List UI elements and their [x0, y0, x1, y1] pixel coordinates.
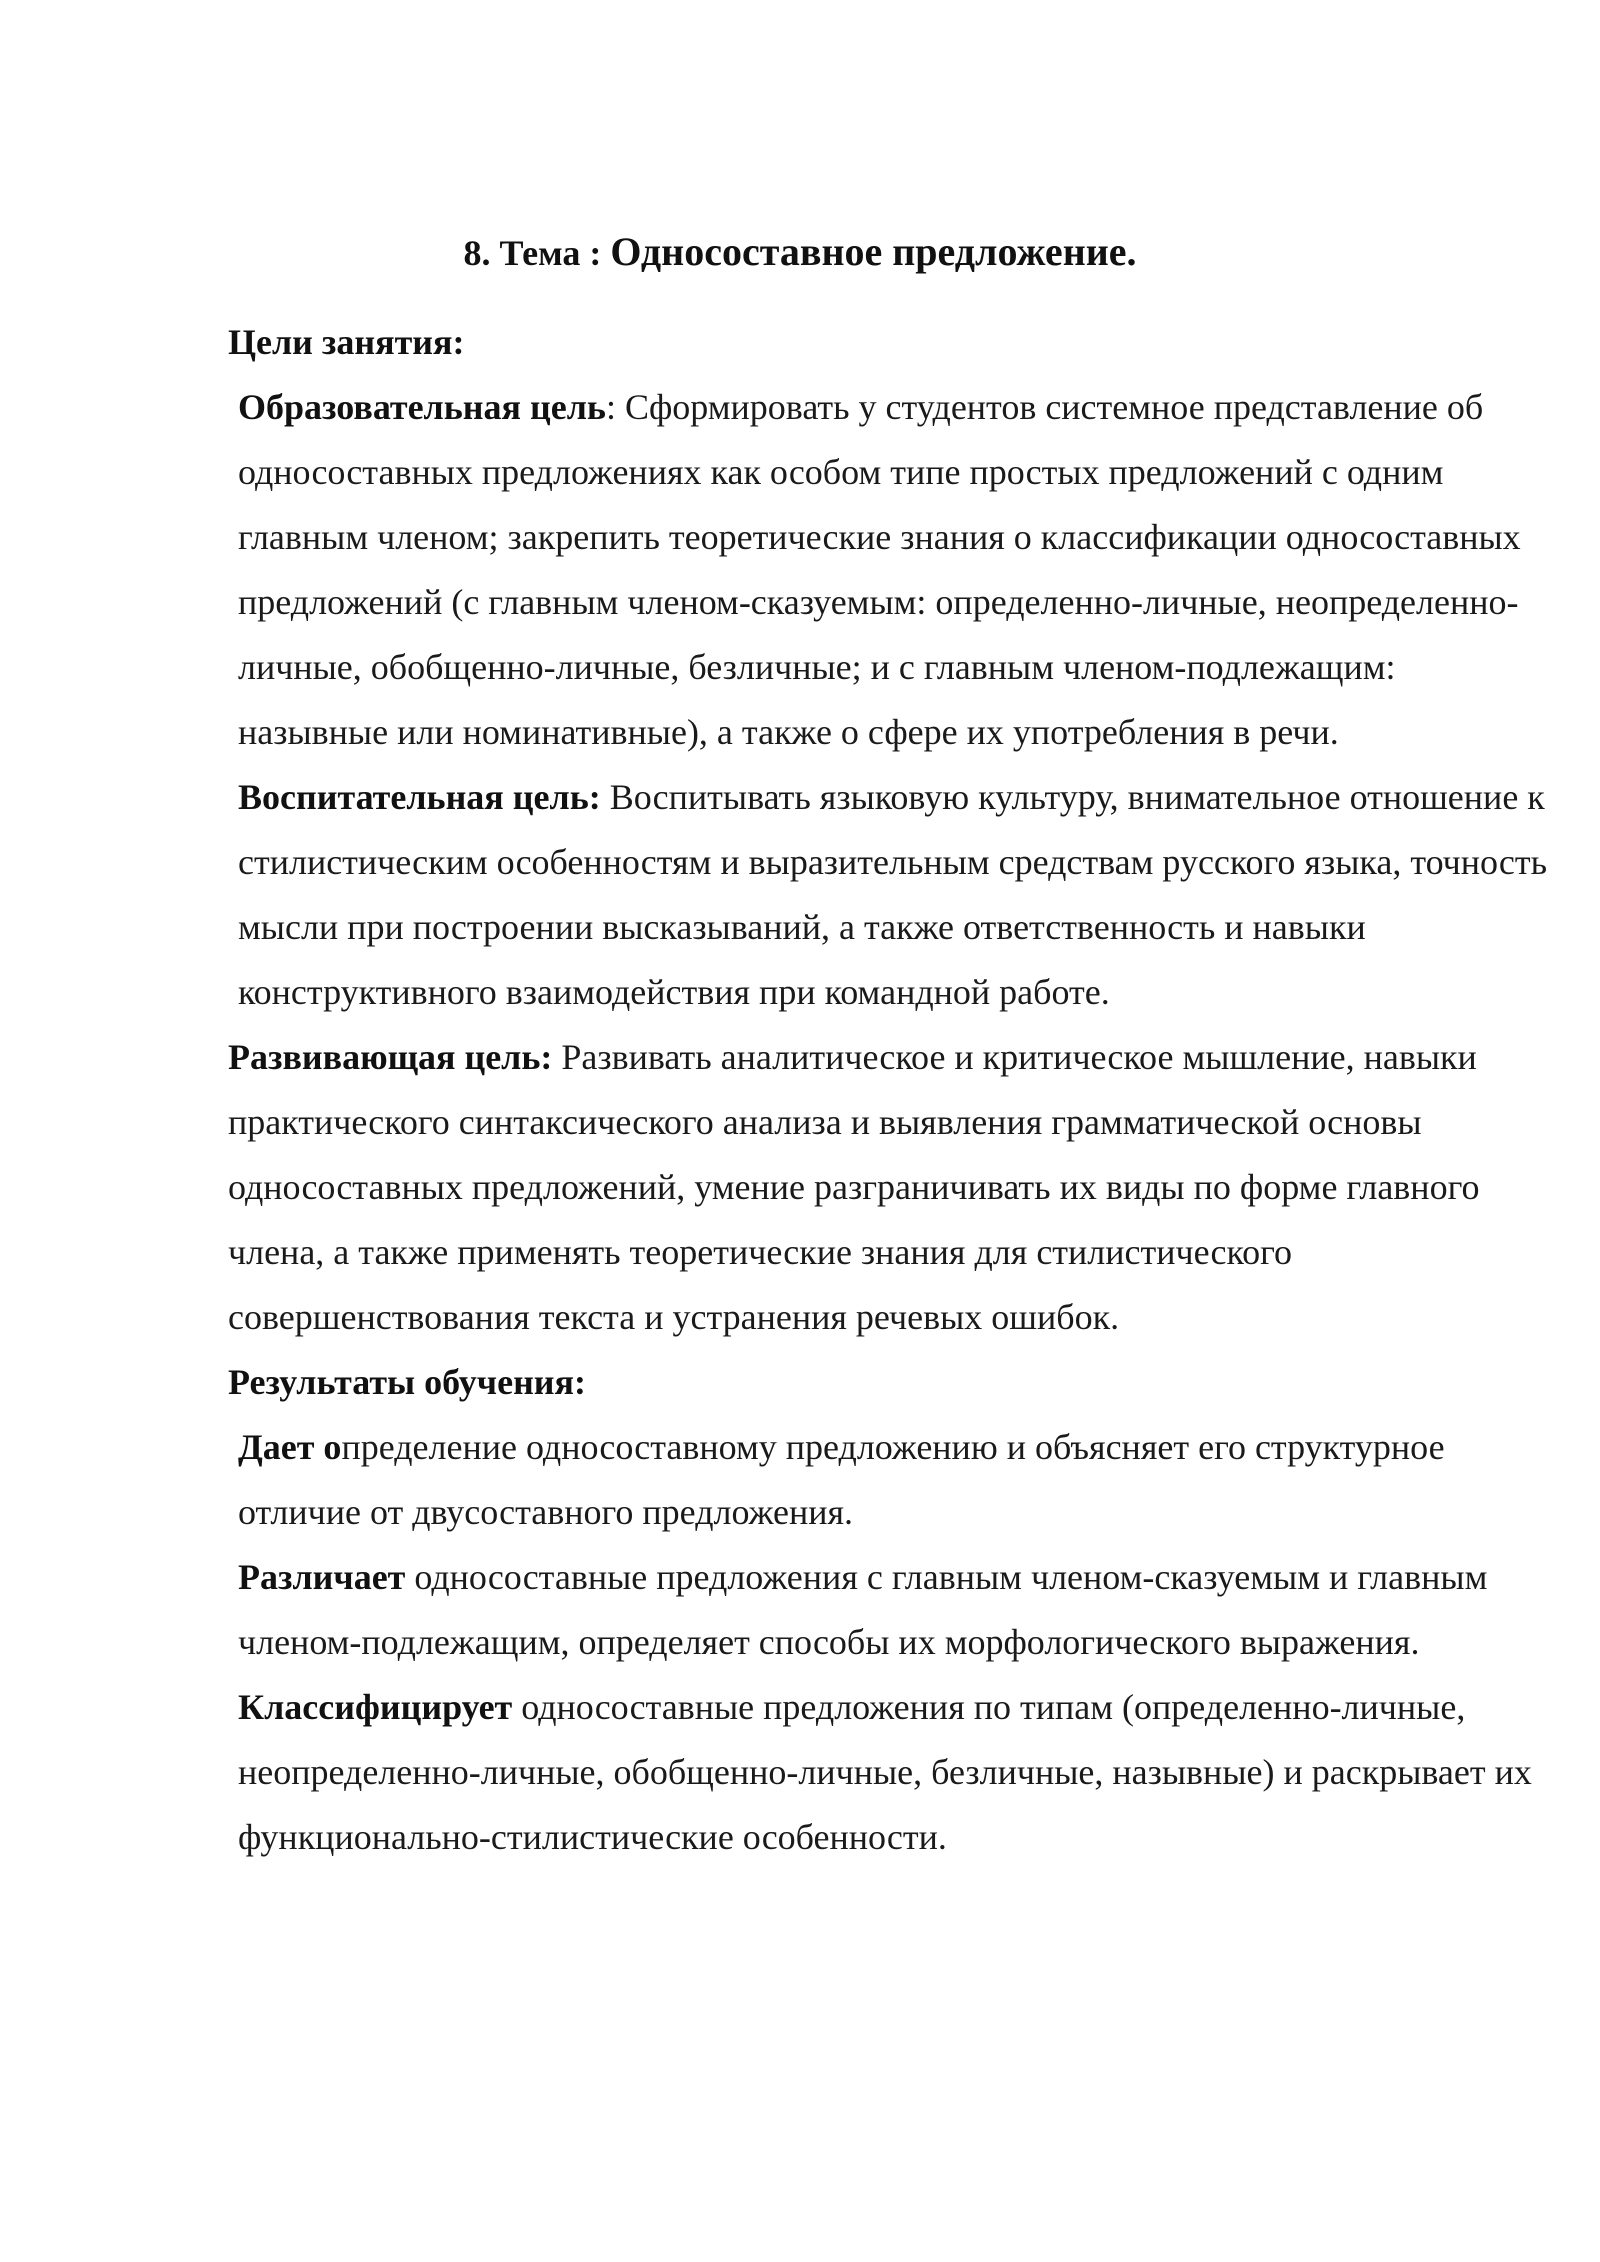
- developing-goal-text: Развивать аналитическое и критическое мышление, навыки практического синтаксического анализа и выявления грамматической основы односоставных предложений, умение разграничивать их виды по форме главного члена, а также применять теоретические знания для стилистического совершенствования текста и устранения речевых ошибок.: [228, 1037, 1480, 1337]
- document-body: [228, 310, 1548, 1870]
- results-heading: Результаты обучения:: [228, 1362, 587, 1402]
- page-title: [0, 228, 1600, 275]
- educational-goal-paragraph: [228, 375, 1548, 765]
- result-item-2: [228, 1545, 1548, 1675]
- educational-goal-text: : Сформировать у студентов системное представление об односоставных предложениях как особом типе простых предложений с одним главным членом; закрепить теоретические знания о классификации односоставных предложений (с главным членом-сказуемым: определенно-личные, неопределенно-личные, обобщенно-личные, безличные; и с главным членом-подлежащим: назывные или номинативные), а также о сфере их употребления в речи.: [238, 387, 1521, 752]
- result-item-1-label: Дает о: [238, 1427, 342, 1467]
- upbringing-goal-text: Воспитывать языковую культуру, внимательное отношение к стилистическим особенностям и выразительным средствам русского языка, точность мысли при построении высказываний, а также ответственность и навыки конструктивного взаимодействия при командной работе.: [238, 777, 1548, 1012]
- upbringing-goal-label: Воспитательная цель:: [238, 777, 601, 817]
- topic-name: Односоставное предложение.: [610, 229, 1137, 274]
- result-item-3-text: односоставные предложения по типам (определенно-личные, неопределенно-личные, обобщенно-личные, безличные, назывные) и раскрывает их функционально-стилистические особенности.: [238, 1687, 1532, 1857]
- result-item-3: [228, 1675, 1548, 1870]
- educational-goal-label: Образовательная цель: [238, 387, 606, 427]
- developing-goal-paragraph: [228, 1025, 1548, 1350]
- upbringing-goal-paragraph: [228, 765, 1548, 1025]
- topic-number: 8. Тема :: [463, 233, 611, 273]
- goals-heading: Цели занятия:: [228, 322, 465, 362]
- result-item-3-label: Классифицирует: [238, 1687, 513, 1727]
- result-item-2-text: односоставные предложения с главным членом-сказуемым и главным членом-подлежащим, определяет способы их морфологического выражения.: [238, 1557, 1488, 1662]
- result-item-2-label: Различает: [238, 1557, 406, 1597]
- result-item-1: [228, 1415, 1548, 1545]
- result-item-1-text: пределение односоставному предложению и объясняет его структурное отличие от двусоставного предложения.: [238, 1427, 1445, 1532]
- developing-goal-label: Развивающая цель:: [228, 1037, 553, 1077]
